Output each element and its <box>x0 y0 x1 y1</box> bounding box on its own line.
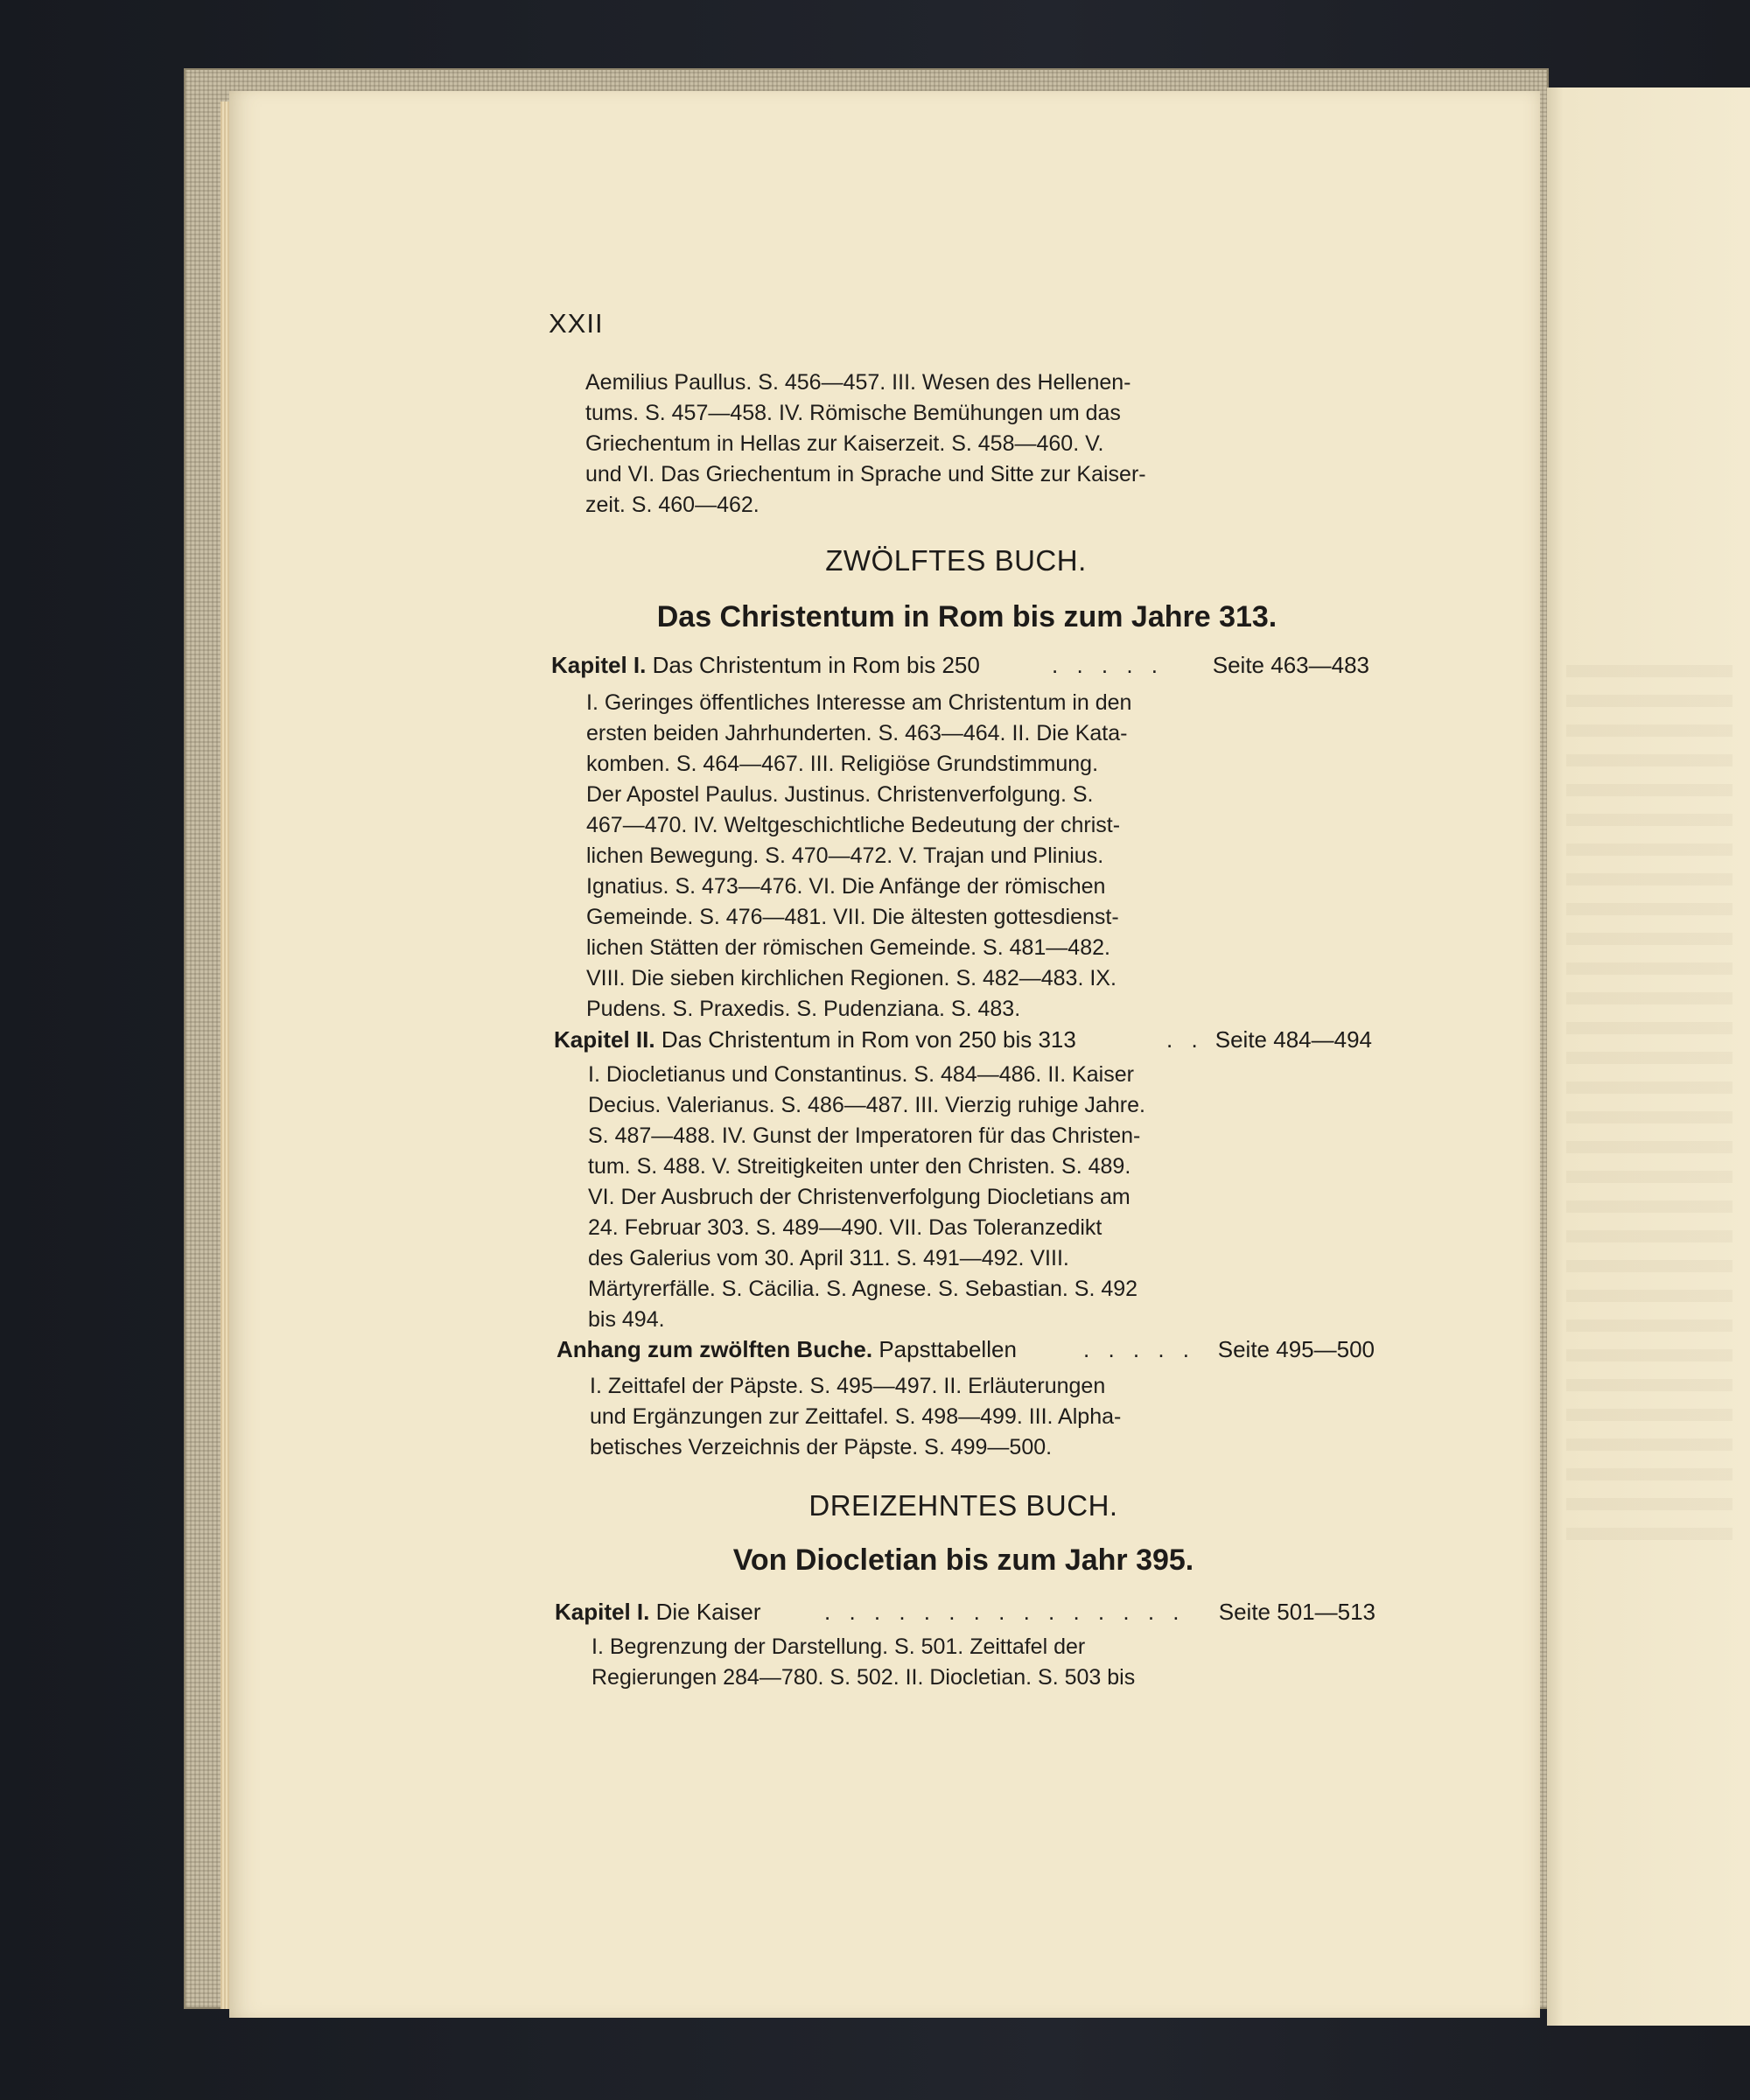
text-line: S. 487—488. IV. Gunst der Imperatoren für das Christen- <box>588 1124 1141 1148</box>
chapter-title: Die Kaiser <box>655 1599 761 1625</box>
text-line: I. Diocletianus und Constantinus. S. 484—486. II. Kaiser <box>588 1062 1134 1087</box>
text-line: Der Apostel Paulus. Justinus. Christenverfolgung. S. <box>586 782 1094 807</box>
page-range: Seite 501—513 <box>1218 1599 1376 1625</box>
chapter-label: Anhang zum zwölften Buche. <box>556 1336 873 1362</box>
text-line: 467—470. IV. Weltgeschichtliche Bedeutung der christ- <box>586 813 1121 837</box>
chapter-label: Kapitel I. <box>551 652 647 678</box>
chapter-title: Papsttabellen <box>878 1336 1017 1362</box>
text-line: tums. S. 457—458. IV. Römische Bemühungen um das <box>585 401 1121 425</box>
book-13-subtitle: Von Diocletian bis zum Jahr 395. <box>732 1544 1194 1577</box>
text-line: Regierungen 284—780. S. 502. II. Diocletian. S. 503 bis <box>592 1665 1136 1690</box>
toc-entry-book-13-chapter-1[interactable] <box>555 1599 1376 1630</box>
toc-entry-chapter-1[interactable] <box>551 652 1369 683</box>
text-line: und VI. Das Griechentum in Sprache und Sitte zur Kaiser- <box>585 462 1146 486</box>
text-line: VIII. Die sieben kirchlichen Regionen. S. 482—483. IX. <box>586 966 1116 990</box>
text-line: zeit. S. 460—462. <box>585 493 760 517</box>
page-range: Seite 484—494 <box>1214 1026 1372 1053</box>
text-line: Gemeinde. S. 476—481. VII. Die ältesten gottesdienst- <box>586 905 1119 929</box>
text-line: Aemilius Paullus. S. 456—457. III. Wesen des Hellenen- <box>585 370 1131 395</box>
adjacent-page-bleedthrough <box>1566 665 1732 1540</box>
text-line: tum. S. 488. V. Streitigkeiten unter den Christen. S. 489. <box>588 1154 1131 1179</box>
toc-entry-chapter-2[interactable] <box>554 1026 1372 1058</box>
text-line: Ignatius. S. 473—476. VI. Die Anfänge der römischen <box>586 874 1106 899</box>
text-line: betisches Verzeichnis der Päpste. S. 499—500. <box>590 1435 1053 1460</box>
text-line: I. Geringes öffentliches Interesse am Christentum in den <box>586 690 1132 715</box>
text-line: bis 494. <box>588 1307 665 1332</box>
text-line: ersten beiden Jahrhunderten. S. 463—464. II. Die Kata- <box>586 721 1128 746</box>
text-line: des Galerius vom 30. April 311. S. 491—492. VIII. <box>588 1246 1069 1270</box>
book-13-title: DREIZEHNTES BUCH. <box>808 1489 1118 1522</box>
book-12-title: ZWÖLFTES BUCH. <box>825 544 1087 577</box>
text-line: Pudens. S. Praxedis. S. Pudenziana. S. 483. <box>586 997 1021 1021</box>
text-line: Decius. Valerianus. S. 486—487. III. Vierzig ruhige Jahre. <box>588 1093 1145 1117</box>
book-12-subtitle: Das Christentum in Rom bis zum Jahre 313. <box>656 600 1278 634</box>
page-number: XXII <box>549 308 604 339</box>
text-line: lichen Bewegung. S. 470—472. V. Trajan und Plinius. <box>586 844 1104 868</box>
leader-dots: . . . . . . . . . . . . . . . <box>824 1599 1186 1625</box>
chapter-title: Das Christentum in Rom von 250 bis 313 <box>661 1026 1076 1053</box>
page-range: Seite 463—483 <box>1212 652 1369 678</box>
leader-dots: . . . . . <box>1083 1336 1196 1362</box>
text-line: I. Begrenzung der Darstellung. S. 501. Zeittafel der <box>592 1634 1086 1659</box>
chapter-title: Das Christentum in Rom bis 250 <box>652 652 980 678</box>
text-line: lichen Stätten der römischen Gemeinde. S. 481—482. <box>586 935 1110 960</box>
text-line: I. Zeittafel der Päpste. S. 495—497. II. Erläuterungen <box>590 1374 1106 1398</box>
page-range: Seite 495—500 <box>1217 1336 1375 1362</box>
text-line: Märtyrerfälle. S. Cäcilia. S. Agnese. S. Sebastian. S. 492 <box>588 1277 1138 1301</box>
leader-dots: . . <box>1166 1026 1204 1053</box>
chapter-label: Kapitel I. <box>555 1599 650 1625</box>
text-line: VI. Der Ausbruch der Christenverfolgung Diocletians am <box>588 1185 1130 1209</box>
leader-dots: . . . . . <box>1052 652 1165 678</box>
text-line: Griechentum in Hellas zur Kaiserzeit. S. 458—460. V. <box>585 431 1104 456</box>
toc-entry-appendix[interactable] <box>556 1336 1375 1368</box>
text-line: 24. Februar 303. S. 489—490. VII. Das Toleranzedikt <box>588 1215 1102 1240</box>
text-line: und Ergänzungen zur Zeittafel. S. 498—499. III. Alpha- <box>590 1404 1122 1429</box>
text-line: komben. S. 464—467. III. Religiöse Grundstimmung. <box>586 752 1099 776</box>
chapter-label: Kapitel II. <box>554 1026 655 1053</box>
